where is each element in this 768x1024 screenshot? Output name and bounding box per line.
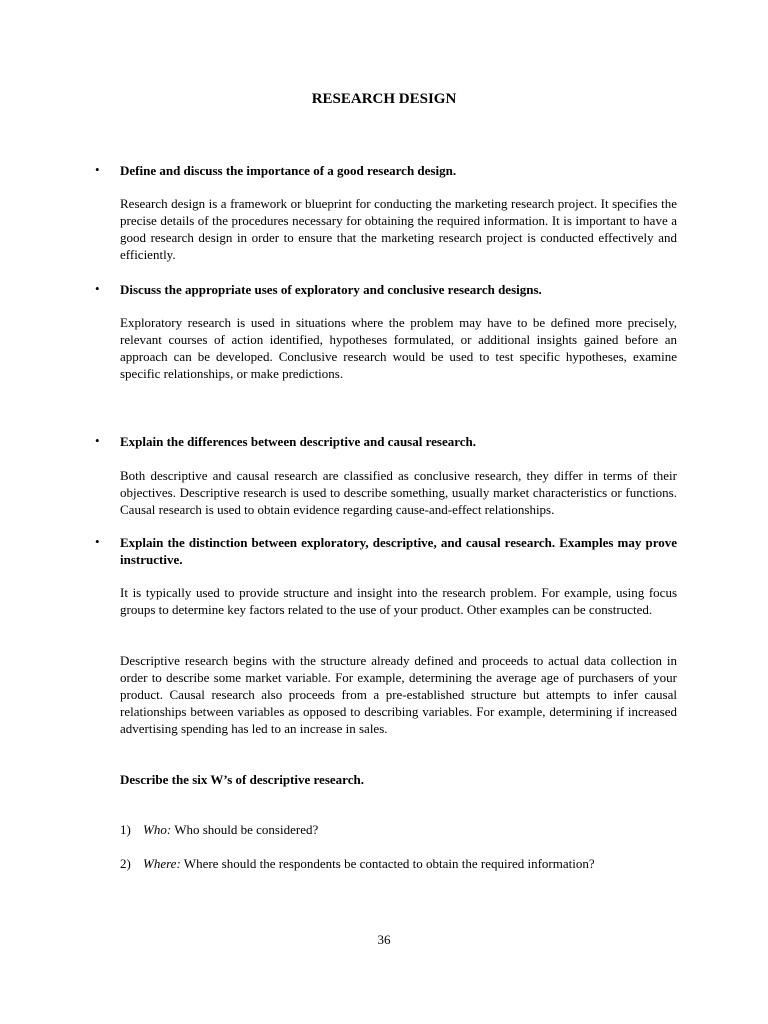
list-item-text: Who should be considered?	[174, 822, 319, 837]
list-number: 1)	[120, 822, 131, 837]
six-ws-heading: Describe the six W’s of descriptive research.	[120, 772, 364, 787]
question-heading: Define and discuss the importance of a good research design.	[120, 163, 457, 178]
page-title: RESEARCH DESIGN	[311, 91, 457, 107]
list-item	[143, 821, 683, 838]
list-item-text: Where should the respondents be contacted to obtain the required information?	[183, 856, 595, 871]
list-item	[143, 855, 683, 872]
bullet-icon: •	[95, 162, 100, 177]
question-heading: Discuss the appropriate uses of exploratory and conclusive research designs.	[120, 282, 542, 297]
list-term: Where:	[143, 856, 181, 871]
answer-paragraph: Descriptive research begins with the structure already defined and proceeds to actual data collection in order to describe some market variable. For example, determining the average age of purchasers of your product. Causal research also proceeds from a pre-established structure but attempts to infer causal relationships between variables as opposed to describing variables. For example, determining if increased advertising spending has led to an increase in sales.	[120, 653, 677, 736]
answer-paragraph: It is typically used to provide structure and insight into the research problem. For example, using focus groups to determine key factors related to the use of your product. Other examples can be constructed.	[120, 585, 677, 617]
bullet-icon: •	[95, 534, 100, 549]
list-number: 2)	[120, 856, 131, 871]
answer-paragraph: Both descriptive and causal research are classified as conclusive research, they differ in terms of their objectives. Descriptive research is used to describe something, usually market characteristics or functions. Causal research is used to obtain evidence regarding cause-and-effect relationships.	[120, 468, 677, 517]
question-heading: Explain the differences between descriptive and causal research.	[120, 434, 477, 449]
question-heading: Explain the distinction between exploratory, descriptive, and causal research. Examples may prove instructive.	[120, 535, 677, 567]
list-term: Who:	[143, 822, 172, 837]
bullet-icon: •	[95, 281, 100, 296]
answer-paragraph: Exploratory research is used in situations where the problem may have to be defined more precisely, relevant courses of action identified, hypotheses formulated, or additional insights gained before an approach can be developed. Conclusive research would be used to test specific hypotheses, examine specific relationships, or make predictions.	[120, 315, 677, 381]
answer-paragraph: Research design is a framework or blueprint for conducting the marketing research project. It specifies the precise details of the procedures necessary for obtaining the required information. It is important to have a good research design in order to ensure that the marketing research project is conducted effectively and efficiently.	[120, 196, 677, 262]
page-number: 36	[377, 932, 391, 947]
bullet-icon: •	[95, 433, 100, 448]
